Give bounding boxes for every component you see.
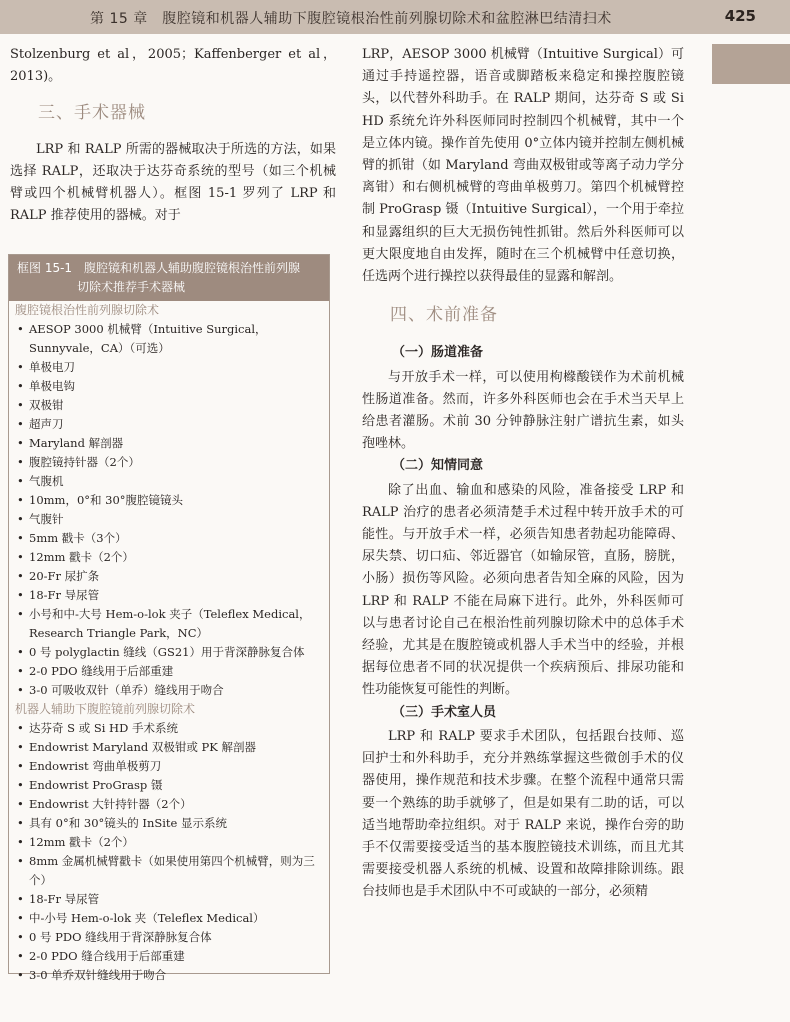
box-list-item: • 0 号 PDO 缝线用于背深静脉复合体 xyxy=(15,928,325,947)
subheading-consent: （二）知情同意 xyxy=(392,458,484,474)
box-list-item: • 18-Fr 导尿管 xyxy=(15,890,325,909)
box-list-item: • 超声刀 xyxy=(15,415,325,434)
continued-citation: Stolzenburg et al，2005；Kaffenberger et al，2013)。 xyxy=(10,47,336,85)
box-list-item: • 气腹机 xyxy=(15,472,325,491)
box-item-list xyxy=(9,719,329,985)
box-list-item: • 10mm，0°和 30°腹腔镜镜头 xyxy=(15,491,325,510)
consent-paragraph: 除了出血、输血和感染的风险，准备接受 LRP 和 RALP 治疗的患者必须清楚手术过程中转开放手术的可能性。与开放手术一样，必须告知患者勃起功能障碍、尿失禁、切口疝、邻近器官（如输尿管，直肠，膀胱，小肠）损伤等风险。必须向患者告知全麻的风险，因为 LRP 和 RALP 不能在局麻下进行。此外，外科医师可以与患者讨论自己在根治性前列腺切除术中的总体手术经验，尤其是在腹腔镜或机器人手术当中的经验，并根据每位患者不同的状况提供一个疾病预后、排尿功能和性功能恢复可能性的判断。 xyxy=(362,482,684,698)
box-title-line2: 切除术推荐手术器械 xyxy=(77,280,186,294)
chapter-title: 第 15 章 腹腔镜和机器人辅助下腹腔镜根治性前列腺切除术和盆腔淋巴结清扫术 xyxy=(90,11,612,27)
box-title-line1: 框图 15-1 腹腔镜和机器人辅助腹腔镜根治性前列腺 xyxy=(17,261,301,275)
right-column xyxy=(362,44,684,904)
box-list-item: • 气腹针 xyxy=(15,510,325,529)
running-header xyxy=(0,0,790,34)
box-list-item: • AESOP 3000 机械臂（Intuitive Surgical，Sunnyvale，CA）（可选） xyxy=(15,320,325,358)
box-list-item: • 达芬奇 S 或 Si HD 手术系统 xyxy=(15,719,325,738)
or-staff-paragraph: LRP 和 RALP 要求手术团队，包括跟台技师、巡回护士和外科助手，充分并熟练掌握这些微创手术的仪器使用，操作规范和技术步骤。在整个流程中通常只需要一个熟练的助手就够了，但是如果有二助的话，可以适当地帮助牵拉组织。对于 RALP 来说，操作台旁的助手不仅需要接受适当的基本腹腔镜技术训练，而且尤其需要接受机器人系统的机械、设置和故障排除训练。跟台技师也是手术团队中不可或缺的一部分，必须精 xyxy=(362,728,684,900)
box-section-heading: 机器人辅助下腹腔镜前列腺切除术 xyxy=(15,702,196,716)
section-heading-instruments: 三、手术器械 xyxy=(38,103,146,124)
robot-paragraph: LRP，AESOP 3000 机械臂（Intuitive Surgical）可通过手持遥控器，语音或脚踏板来稳定和操控腹腔镜头，以代替外科助手。在 RALP 期间，达芬奇 S 或 Si HD 系统允许外科医师同时控制四个机械臂，其中一个是立体内镜。操作首先使用 0°立体内镜并控制左侧机械臂的抓钳（如 Maryland 弯曲双极钳或等离子动力学分离钳）和右侧机械臂的弯曲单极剪刀。第四个机械臂控制 ProGrasp 镊（Intuitive Surgical），一个用于牵拉和显露组织的巨大无损伤钝性抓钳。然后外科医师可以更大限度地自由发挥，随时在三个机械臂中任意切换，任选两个进行操控以获得最佳的显露和解剖。 xyxy=(362,47,684,285)
left-column xyxy=(10,44,336,227)
box-list-item: • 18-Fr 导尿管 xyxy=(15,586,325,605)
box-list-item: • 双极钳 xyxy=(15,396,325,415)
box-list-item: • Endowrist Maryland 双极钳或 PK 解剖器 xyxy=(15,738,325,757)
box-list-item: • 腹腔镜持针器（2个） xyxy=(15,453,325,472)
box-list-item: • 8mm 金属机械臂戳卡（如果使用第四个机械臂，则为三个） xyxy=(15,852,325,890)
instruments-paragraph: LRP 和 RALP 所需的器械取决于所选的方法，如果选择 RALP，还取决于达芬奇系统的型号（如三个机械臂或四个机械臂机器人）。框图 15-1 罗列了 LRP 和 RALP 推荐使用的器械。对于 xyxy=(10,141,336,224)
section-heading-preop: 四、术前准备 xyxy=(390,305,498,326)
box-list-item: • 单极电钩 xyxy=(15,377,325,396)
box-list-item: • 中-小号 Hem-o-lok 夹（Teleflex Medical） xyxy=(15,909,325,928)
box-list-item: • 2-0 PDO 缝线用于后部重建 xyxy=(15,662,325,681)
bowel-prep-paragraph: 与开放手术一样，可以使用枸橼酸镁作为术前机械性肠道准备。然而，许多外科医师也会在手术当天早上给患者灌肠。术前 30 分钟静脉注射广谱抗生素，如头孢唑林。 xyxy=(362,369,684,452)
box-list-item: • 5mm 戳卡（3个） xyxy=(15,529,325,548)
box-list-item: • 具有 0°和 30°镜头的 InSite 显示系统 xyxy=(15,814,325,833)
box-body xyxy=(9,301,329,985)
box-list-item: • Endowrist ProGrasp 镊 xyxy=(15,776,325,795)
box-15-1 xyxy=(8,254,330,982)
box-list-item: • Endowrist 弯曲单极剪刀 xyxy=(15,757,325,776)
box-list-item: • 单极电刀 xyxy=(15,358,325,377)
box-list-item: • 2-0 PDO 缝合线用于后部重建 xyxy=(15,947,325,966)
subheading-or-staff: （三）手术室人员 xyxy=(392,704,497,720)
thumb-index-tab xyxy=(712,44,790,84)
box-list-item: • 3-0 可吸收双针（单乔）缝线用于吻合 xyxy=(15,681,325,700)
subheading-bowel-prep: （一）肠道准备 xyxy=(392,345,484,361)
box-list-item: • 3-0 单乔双针缝线用于吻合 xyxy=(15,966,325,985)
box-list-item: • 12mm 戳卡（2个） xyxy=(15,833,325,852)
box-list-item: • 0 号 polyglactin 缝线（GS21）用于背深静脉复合体 xyxy=(15,643,325,662)
box-section-heading: 腹腔镜根治性前列腺切除术 xyxy=(15,303,160,317)
box-title xyxy=(9,255,329,301)
box-list-item: • Maryland 解剖器 xyxy=(15,434,325,453)
box-list-item: • 20-Fr 尿扩条 xyxy=(15,567,325,586)
page-number: 425 xyxy=(724,7,756,25)
box-list-item: • 12mm 戳卡（2个） xyxy=(15,548,325,567)
box-item-list xyxy=(9,320,329,700)
box-list-item: • Endowrist 大针持针器（2个） xyxy=(15,795,325,814)
box-list-item: • 小号和中-大号 Hem-o-lok 夹子（Teleflex Medical，Research Triangle Park，NC） xyxy=(15,605,325,643)
